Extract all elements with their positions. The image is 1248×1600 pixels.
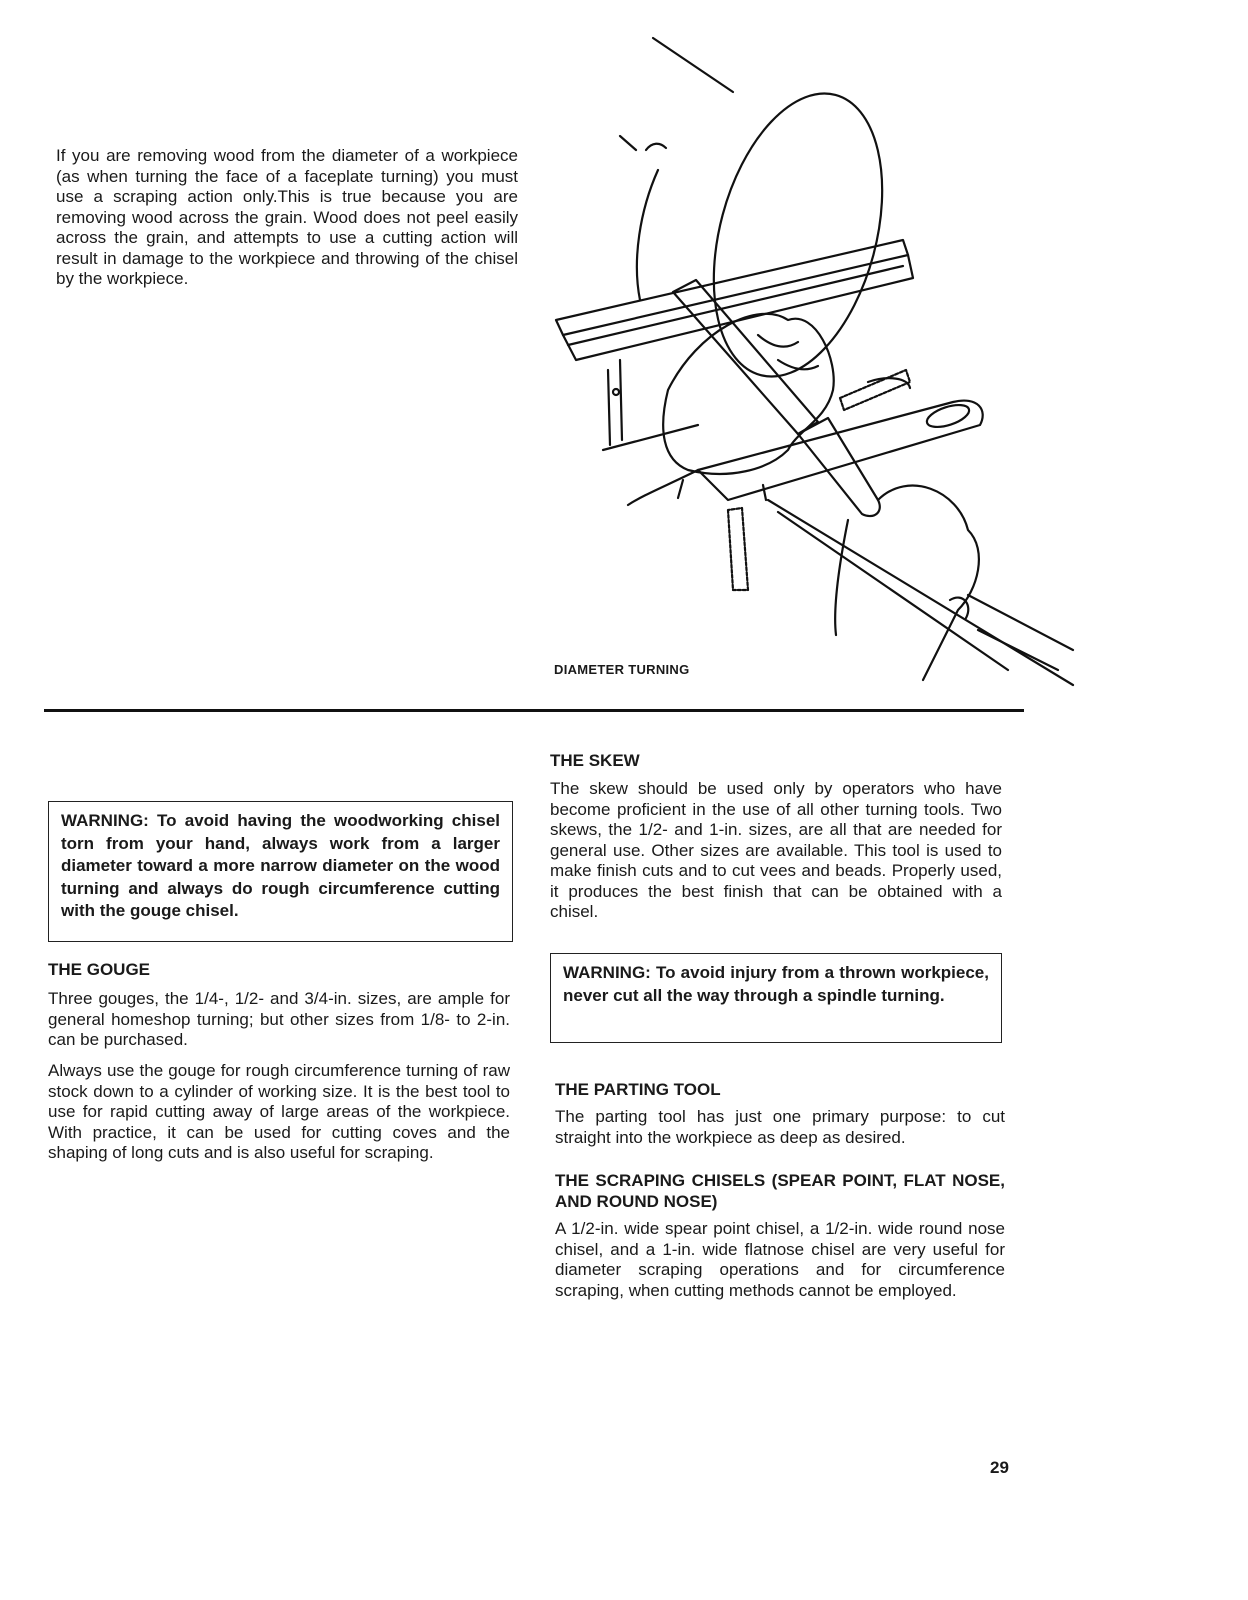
warning-text-spindle: WARNING: To avoid injury from a thrown workpiece, never cut all the way through a spindle turning.	[563, 963, 989, 1005]
scraping-chisels-paragraph: A 1/2-in. wide spear point chisel, a 1/2-in. wide round nose chisel, and a 1-in. wide flatnose chisel are very useful for diameter scraping operations and for circumference scraping, when cutting methods cannot be employed.	[555, 1219, 1005, 1300]
parting-tool-heading: THE PARTING TOOL	[555, 1080, 721, 1099]
gouge-heading: THE GOUGE	[48, 960, 151, 979]
gouge-paragraph-2: Always use the gouge for rough circumference turning of raw stock down to a cylinder of working size. It is the best tool to use for rapid cutting away of large areas of the workpiece. With practice, it can be used for cutting coves and the shaping of long cuts and is also useful for scraping.	[48, 1061, 510, 1162]
warning-box-spindle	[550, 953, 1002, 1043]
warning-text-chisel: WARNING: To avoid having the woodworking chisel torn from your hand, always work from a larger diameter toward a more narrow diameter on the wood turning and always do rough circumference cutting with the gouge chisel.	[61, 811, 500, 920]
diameter-turning-figure	[548, 30, 1078, 690]
skew-paragraph: The skew should be used only by operators who have become proficient in the use of all other turning tools. Two skews, the 1/2- and 1-in. sizes, are all that are needed for general use. Other sizes are available. This tool is used to make finish cuts and to cut vees and beads. Properly used, it produces the best finish that can be obtained with a chisel.	[550, 779, 1002, 921]
page-number: 29	[990, 1458, 1009, 1477]
lathe-diameter-turning-illustration	[548, 30, 1078, 690]
intro-paragraph: If you are removing wood from the diameter of a workpiece (as when turning the face of a faceplate turning) you must use a scraping action only.This is true because you are removing wood across the grain. Wood does not peel easily across the grain, and attempts to use a cutting action will result in damage to the workpiece and throwing of the chisel by the workpiece.	[56, 146, 518, 288]
warning-box-chisel	[48, 801, 513, 942]
parting-tool-paragraph: The parting tool has just one primary purpose: to cut straight into the workpiece as deep as desired.	[555, 1107, 1005, 1147]
skew-heading: THE SKEW	[550, 751, 640, 770]
gouge-paragraph-1: Three gouges, the 1/4-, 1/2- and 3/4-in. sizes, are ample for general homeshop turning; but other sizes from 1/8- to 2-in. can be purchased.	[48, 989, 510, 1049]
scraping-chisels-heading: THE SCRAPING CHISELS (SPEAR POINT, FLAT NOSE, AND ROUND NOSE)	[555, 1171, 1005, 1211]
figure-caption: DIAMETER TURNING	[554, 662, 690, 677]
section-divider	[44, 709, 1024, 712]
